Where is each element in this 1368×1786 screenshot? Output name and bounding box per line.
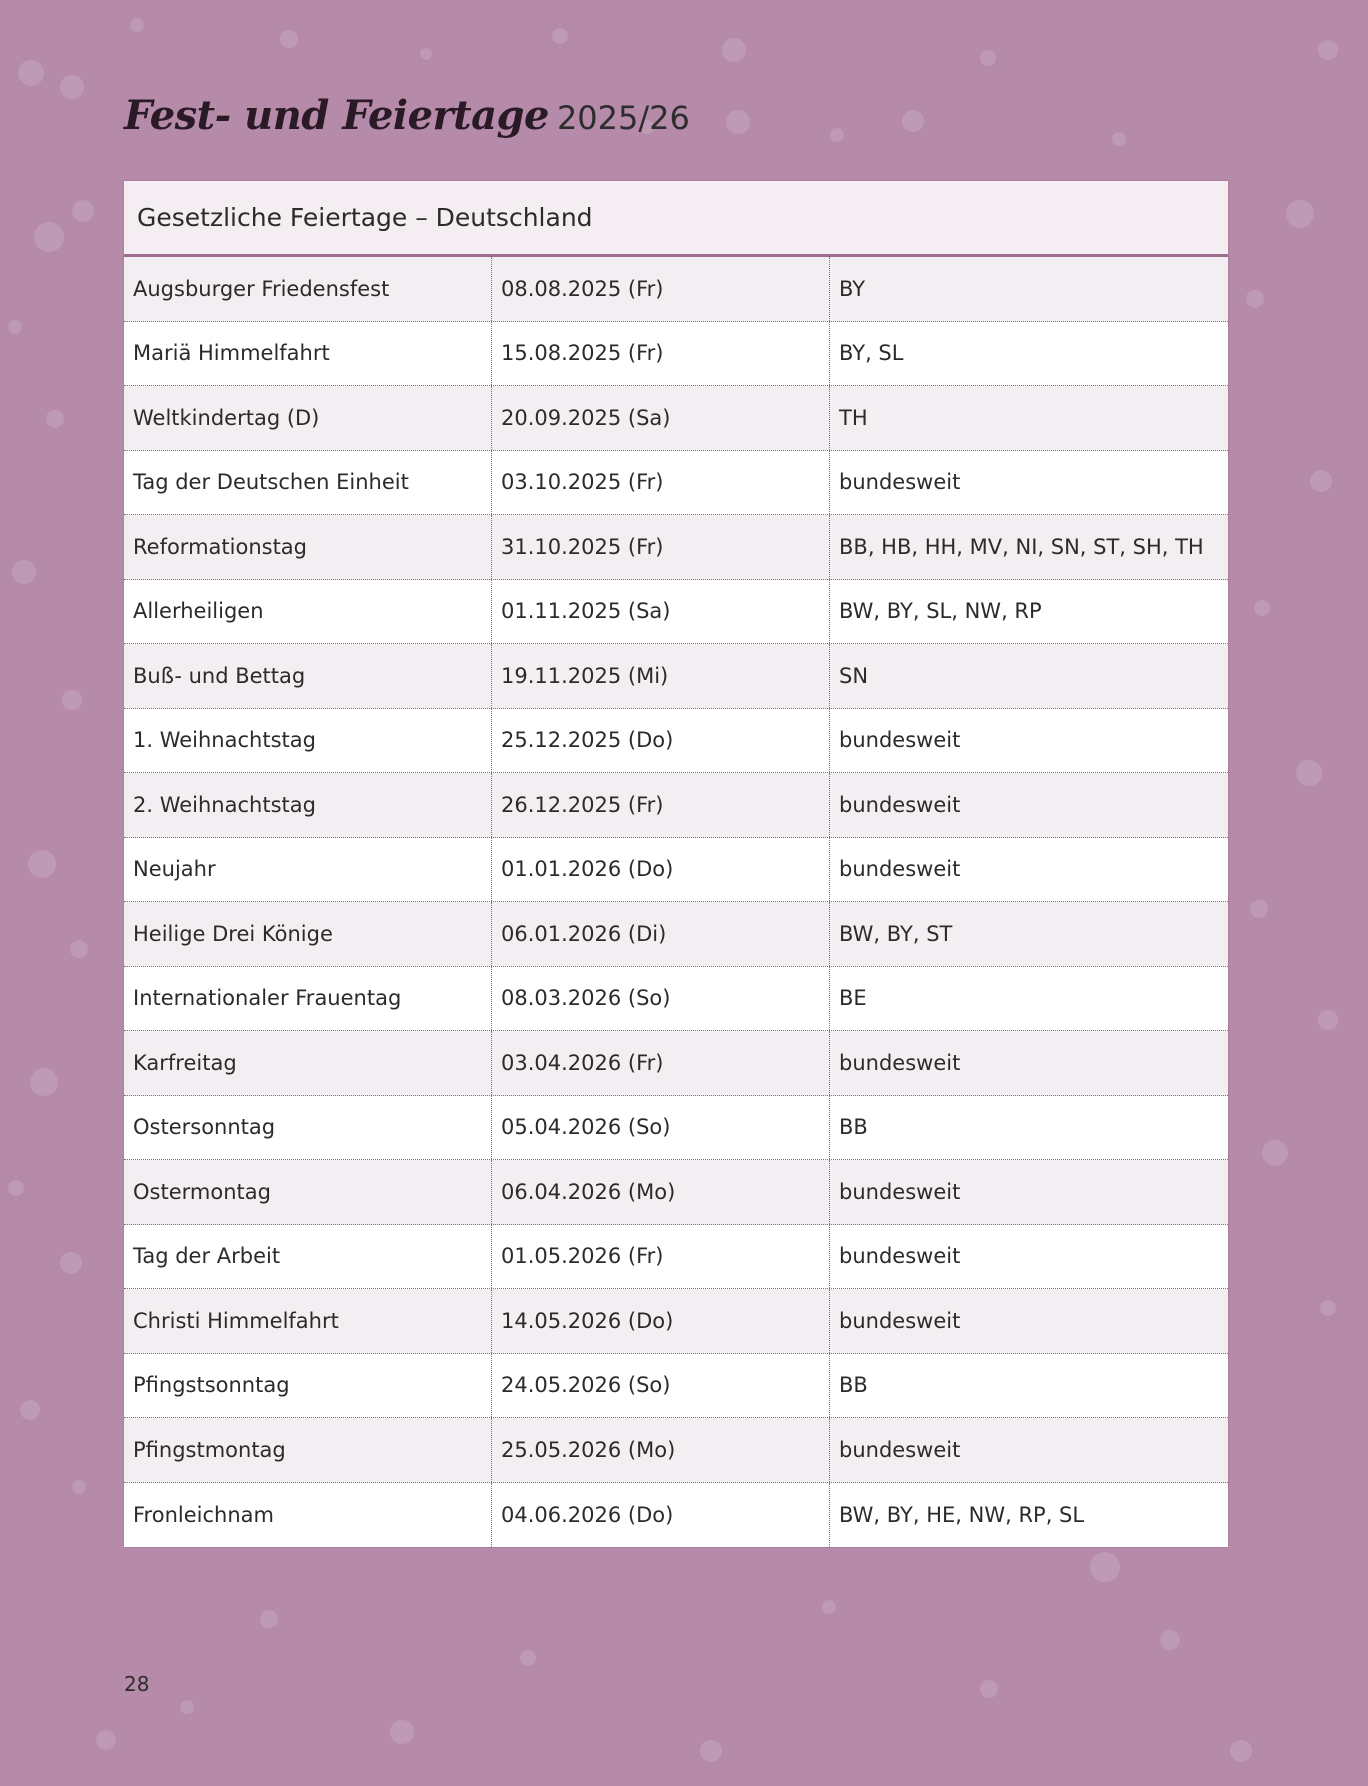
bubble — [722, 38, 746, 62]
holiday-name-cell: Tag der Deutschen Einheit — [124, 451, 492, 515]
bubble — [1262, 1140, 1288, 1166]
holiday-date-cell: 31.10.2025 (Fr) — [492, 515, 830, 579]
bubble — [1296, 760, 1322, 786]
holiday-date-cell: 03.10.2025 (Fr) — [492, 451, 830, 515]
table-row — [124, 1096, 1228, 1161]
table-row — [124, 902, 1228, 967]
table-row — [124, 257, 1228, 322]
holiday-date-cell: 26.12.2025 (Fr) — [492, 773, 830, 837]
holiday-date-cell: 01.11.2025 (Sa) — [492, 580, 830, 644]
holiday-name-cell: Augsburger Friedensfest — [124, 257, 492, 321]
holiday-date-cell: 08.03.2026 (So) — [492, 967, 830, 1031]
table-row — [124, 515, 1228, 580]
holiday-date-cell: 06.01.2026 (Di) — [492, 902, 830, 966]
holiday-states-cell: BB — [839, 1373, 868, 1398]
bubble — [1286, 200, 1314, 228]
bubble — [1254, 600, 1270, 616]
table-body — [124, 257, 1228, 1547]
holiday-date-cell: 25.12.2025 (Do) — [492, 709, 830, 773]
bubble — [1250, 900, 1268, 918]
holiday-name-cell: 2. Weihnachtstag — [124, 773, 492, 837]
holiday-table — [124, 181, 1228, 1547]
bubble — [1318, 1010, 1338, 1030]
table-row — [124, 322, 1228, 387]
holiday-states-cell: BW, BY, SL, NW, RP — [839, 599, 1042, 624]
holiday-name-cell: Pfingstmontag — [124, 1418, 492, 1482]
holiday-date-cell: 14.05.2026 (Do) — [492, 1289, 830, 1353]
bubble — [420, 48, 432, 60]
bubble — [70, 940, 88, 958]
bubble — [260, 1610, 278, 1628]
holiday-states-cell: SN — [839, 663, 869, 688]
bubble — [60, 75, 84, 99]
bubble — [130, 18, 144, 32]
bubble — [520, 1650, 536, 1666]
table-row — [124, 967, 1228, 1032]
bubble — [72, 1480, 86, 1494]
table-row — [124, 773, 1228, 838]
table-row — [124, 709, 1228, 774]
table-row — [124, 1289, 1228, 1354]
holiday-date-cell: 08.08.2025 (Fr) — [492, 257, 830, 321]
bubble — [1318, 40, 1338, 60]
holiday-name-cell: Pfingstsonntag — [124, 1354, 492, 1418]
bubble — [62, 690, 82, 710]
table-row — [124, 1483, 1228, 1548]
bubble — [390, 1720, 414, 1744]
holiday-name-cell: Heilige Drei Könige — [124, 902, 492, 966]
bubble — [12, 560, 36, 584]
holiday-date-cell: 24.05.2026 (So) — [492, 1354, 830, 1418]
holiday-name-cell: Mariä Himmelfahrt — [124, 322, 492, 386]
bubble — [1320, 1300, 1336, 1316]
title-year: 2025/26 — [556, 99, 690, 137]
table-header: Gesetzliche Feiertage – Deutschland — [124, 181, 1228, 257]
holiday-states-cell: bundesweit — [839, 1179, 961, 1204]
holiday-states-cell: bundesweit — [839, 470, 961, 495]
holiday-states-cell: BW, BY, HE, NW, RP, SL — [839, 1502, 1085, 1527]
holiday-date-cell: 03.04.2026 (Fr) — [492, 1031, 830, 1095]
page-number: 28 — [124, 1672, 150, 1696]
holiday-date-cell: 20.09.2025 (Sa) — [492, 386, 830, 450]
holiday-date-cell: 25.05.2026 (Mo) — [492, 1418, 830, 1482]
bubble — [280, 30, 298, 48]
holiday-date-cell: 01.05.2026 (Fr) — [492, 1225, 830, 1289]
bubble — [96, 1730, 116, 1750]
holiday-states-cell: TH — [839, 405, 868, 430]
bubble — [1112, 132, 1126, 146]
bubble — [1230, 1740, 1252, 1762]
bubble — [1246, 290, 1264, 308]
bubble — [8, 1180, 24, 1196]
holiday-name-cell: 1. Weihnachtstag — [124, 709, 492, 773]
bubble — [1160, 1630, 1180, 1650]
holiday-name-cell: Reformationstag — [124, 515, 492, 579]
holiday-states-cell: BB, HB, HH, MV, NI, SN, ST, SH, TH — [839, 534, 1204, 559]
table-row — [124, 1160, 1228, 1225]
table-row — [124, 451, 1228, 516]
bubble — [552, 28, 568, 44]
bubble — [46, 410, 64, 428]
holiday-states-cell: BB — [839, 1115, 868, 1140]
holiday-name-cell: Internationaler Frauentag — [124, 967, 492, 1031]
table-row — [124, 580, 1228, 645]
holiday-name-cell: Fronleichnam — [124, 1483, 492, 1548]
bubble — [72, 200, 94, 222]
table-row — [124, 1225, 1228, 1290]
title-script: Fest- und Feiertage — [124, 92, 549, 139]
holiday-states-cell: bundesweit — [839, 792, 961, 817]
holiday-states-cell: BE — [839, 986, 867, 1011]
table-row — [124, 1031, 1228, 1096]
holiday-date-cell: 01.01.2026 (Do) — [492, 838, 830, 902]
holiday-name-cell: Allerheiligen — [124, 580, 492, 644]
holiday-states-cell: bundesweit — [839, 1308, 961, 1333]
holiday-date-cell: 04.06.2026 (Do) — [492, 1483, 830, 1548]
holiday-states-cell: bundesweit — [839, 1437, 961, 1462]
bubble — [180, 1700, 194, 1714]
bubble — [902, 110, 924, 132]
table-row — [124, 838, 1228, 903]
bubble — [8, 320, 22, 334]
bubble — [1310, 470, 1332, 492]
holiday-name-cell: Ostermontag — [124, 1160, 492, 1224]
table-row — [124, 1354, 1228, 1419]
holiday-name-cell: Ostersonntag — [124, 1096, 492, 1160]
holiday-states-cell: BW, BY, ST — [839, 921, 953, 946]
bubble — [34, 222, 64, 252]
holiday-states-cell: BY, SL — [839, 341, 904, 366]
holiday-states-cell: bundesweit — [839, 728, 961, 753]
bubble — [20, 1400, 40, 1420]
holiday-date-cell: 06.04.2026 (Mo) — [492, 1160, 830, 1224]
page-title — [124, 92, 690, 139]
holiday-name-cell: Christi Himmelfahrt — [124, 1289, 492, 1353]
holiday-states-cell: BY — [839, 276, 866, 301]
holiday-name-cell: Neujahr — [124, 838, 492, 902]
bubble — [18, 60, 44, 86]
holiday-date-cell: 15.08.2025 (Fr) — [492, 322, 830, 386]
bubble — [28, 850, 56, 878]
table-row — [124, 386, 1228, 451]
holiday-name-cell: Weltkindertag (D) — [124, 386, 492, 450]
holiday-name-cell: Tag der Arbeit — [124, 1225, 492, 1289]
holiday-states-cell: bundesweit — [839, 1244, 961, 1269]
holiday-states-cell: bundesweit — [839, 857, 961, 882]
bubble — [700, 1740, 722, 1762]
bubble — [60, 1252, 82, 1274]
holiday-date-cell: 05.04.2026 (So) — [492, 1096, 830, 1160]
bubble — [980, 1680, 998, 1698]
table-row — [124, 644, 1228, 709]
table-row — [124, 1418, 1228, 1483]
holiday-states-cell: bundesweit — [839, 1050, 961, 1075]
bubble — [980, 50, 996, 66]
holiday-date-cell: 19.11.2025 (Mi) — [492, 644, 830, 708]
bubble — [30, 1068, 58, 1096]
bubble — [830, 128, 844, 142]
bubble — [1090, 1552, 1120, 1582]
bubble — [822, 1600, 836, 1614]
holiday-name-cell: Karfreitag — [124, 1031, 492, 1095]
holiday-name-cell: Buß- und Bettag — [124, 644, 492, 708]
bubble — [726, 110, 750, 134]
